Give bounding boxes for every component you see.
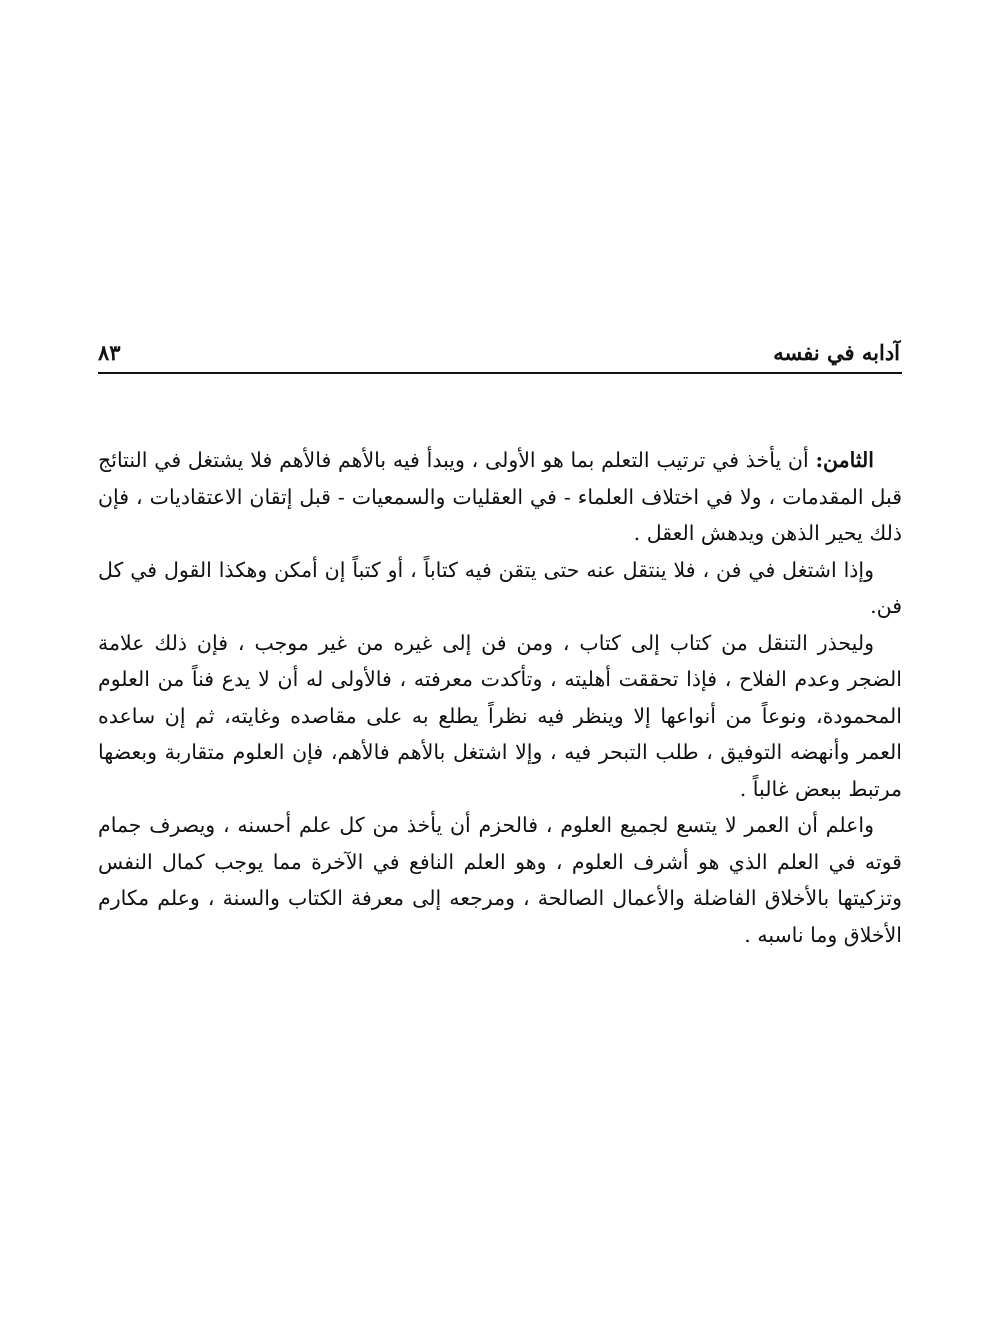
running-header bbox=[98, 338, 900, 372]
paragraph-mastery: وإذا اشتغل في فن ، فلا ينتقل عنه حتى يتقن فيه كتاباً ، أو كتباً إن أمكن وهكذا القول في كل فن. bbox=[98, 557, 902, 618]
paragraph-text: أن يأخذ في ترتيب التعلم بما هو الأولى ، ويبدأ فيه بالأهم فالأهم فلا يشتغل في النتائج قبل المقدمات ، ولا في اختلاف العلماء - في العقليات والسمعيات - قبل إتقان الاعتقاديات ، فإن ذلك يحير الذهن ويدهش العقل . bbox=[98, 448, 902, 545]
header-divider bbox=[98, 372, 902, 374]
page-number: ٨٣ bbox=[98, 340, 121, 365]
running-title: آدابه في نفسه bbox=[773, 340, 900, 365]
paragraph-avoid-switching: وليحذر التنقل من كتاب إلى كتاب ، ومن فن إلى غيره من غير موجب ، فإن ذلك علامة الضجر وعدم الفلاح ، فإذا تحققت أهليته ، وتأكدت معرفته ، فالأولى له أن لا يدع فناً من العلوم المحمودة، ونوعاً من أنواعها إلا وينظر فيه نظراً يطلع به على مقاصده وغايته، ثم إن ساعده العمر وأنهضه التوفيق ، طلب التبحر فيه ، وإلا اشتغل بالأهم فالأهم، فإن العلوم متقاربة وبعضها مرتبط ببعض غالباً . bbox=[98, 630, 902, 801]
body-text bbox=[98, 442, 902, 953]
paragraph-eighth-point bbox=[98, 442, 902, 552]
paragraph-lead-term: الثامن: bbox=[815, 448, 874, 472]
paragraph-life-span: واعلم أن العمر لا يتسع لجميع العلوم ، فالحزم أن يأخذ من كل علم أحسنه ، ويصرف جمام قوته في العلم الذي هو أشرف العلوم ، وهو العلم النافع في الآخرة مما يوجب كمال النفس وتزكيتها بالأخلاق الفاضلة والأعمال الصالحة ، ومرجعه إلى معرفة الكتاب والسنة ، وعلم مكارم الأخلاق وما ناسبه . bbox=[98, 813, 902, 947]
